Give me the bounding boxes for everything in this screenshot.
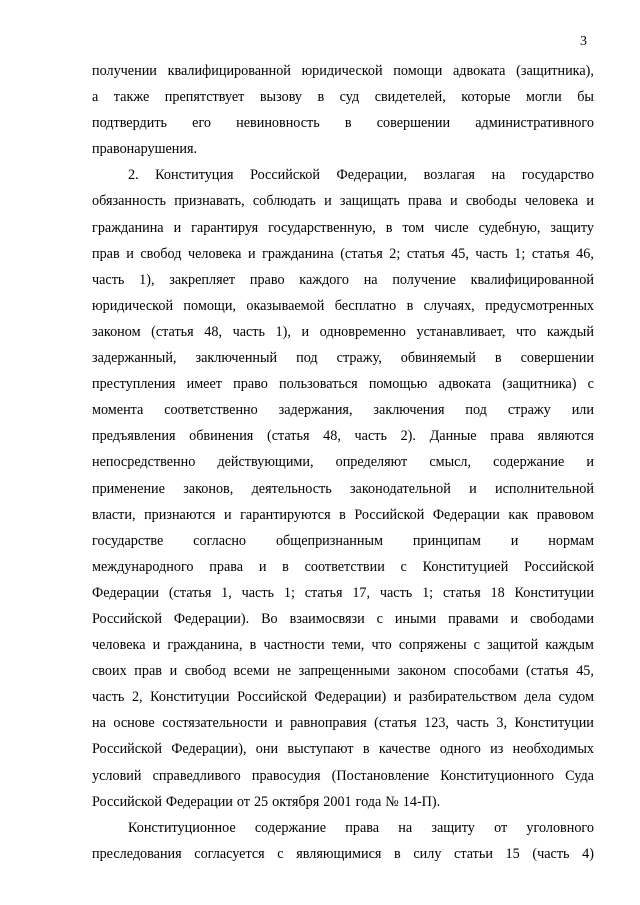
text-line: предъявления обвинения (статья 48, часть 2). Данные права являются — [92, 428, 594, 445]
text-line: гражданина и гарантируя государственную, в том числе судебную, защиту — [92, 219, 594, 236]
text-line: подтвердить его невиновность в совершении административного — [92, 115, 594, 132]
text-line: применение законов, деятельность законодательной и исполнительной — [92, 480, 594, 497]
text-line: Российской Федерации от 25 октября 2001 года № 14-П). — [92, 793, 441, 810]
text-line: получении квалифицированной юридической помощи адвоката (защитника), — [92, 63, 594, 79]
document-body — [92, 58, 594, 867]
text-line: юридической помощи, оказываемой бесплатно в случаях, предусмотренных — [92, 297, 594, 314]
paragraph — [92, 815, 594, 867]
text-line: своих прав и свобод всеми не запрещенными законом способами (статья 45, — [92, 663, 594, 680]
paragraph — [92, 58, 594, 162]
text-line: непосредственно действующими, определяют смысл, содержание и — [92, 454, 594, 471]
text-line: Российской Федерации). Во взаимосвязи с иными правами и свободами — [92, 610, 594, 627]
text-line: условий справедливого правосудия (Постановление Конституционного Суда — [92, 767, 594, 784]
text-line: Федерации (статья 1, часть 1; статья 17, часть 1; статья 18 Конституции — [92, 584, 594, 601]
text-line: прав и свобод человека и гражданина (статья 2; статья 45, часть 1; статья 46, — [92, 245, 594, 262]
text-line: человека и гражданина, в частности теми, что сопряжены с защитой каждым — [92, 637, 594, 654]
text-line: международного права и в соответствии с Конституцией Российской — [92, 558, 594, 575]
text-line: задержанный, заключенный под стражу, обвиняемый в совершении — [92, 350, 594, 367]
text-line: на основе состязательности и равноправия (статья 123, часть 3, Конституции — [92, 715, 594, 732]
text-line: часть 1), закрепляет право каждого на получение квалифицированной — [92, 271, 594, 288]
text-line: обязанность признавать, соблюдать и защищать права и свободы человека и — [92, 193, 594, 210]
text-line: а также препятствует вызову в суд свидетелей, которые могли бы — [92, 89, 594, 106]
text-line: правонарушения. — [92, 141, 198, 158]
paragraph — [92, 162, 594, 814]
text-line: часть 2, Конституции Российской Федерации) и разбирательством дела судом — [92, 689, 594, 706]
text-line: государстве согласно общепризнанным принципам и нормам — [92, 532, 594, 549]
text-line: Конституционное содержание права на защиту от уголовного — [128, 819, 594, 836]
text-line: момента соответственно задержания, заключения под стражу или — [92, 402, 594, 419]
text-line: 2. Конституция Российской Федерации, возлагая на государство — [128, 167, 594, 184]
page-number: 3 — [580, 34, 587, 49]
text-line: преступления имеет право пользоваться помощью адвоката (защитника) с — [92, 376, 594, 393]
text-line: Российской Федерации), они выступают в качестве одного из необходимых — [92, 741, 594, 758]
text-line: власти, признаются и гарантируются в Российской Федерации как правовом — [92, 506, 594, 523]
text-line: законом (статья 48, часть 1), и одновременно устанавливает, что каждый — [92, 323, 594, 340]
text-line: преследования согласуется с являющимися в силу статьи 15 (часть 4) — [92, 845, 594, 862]
